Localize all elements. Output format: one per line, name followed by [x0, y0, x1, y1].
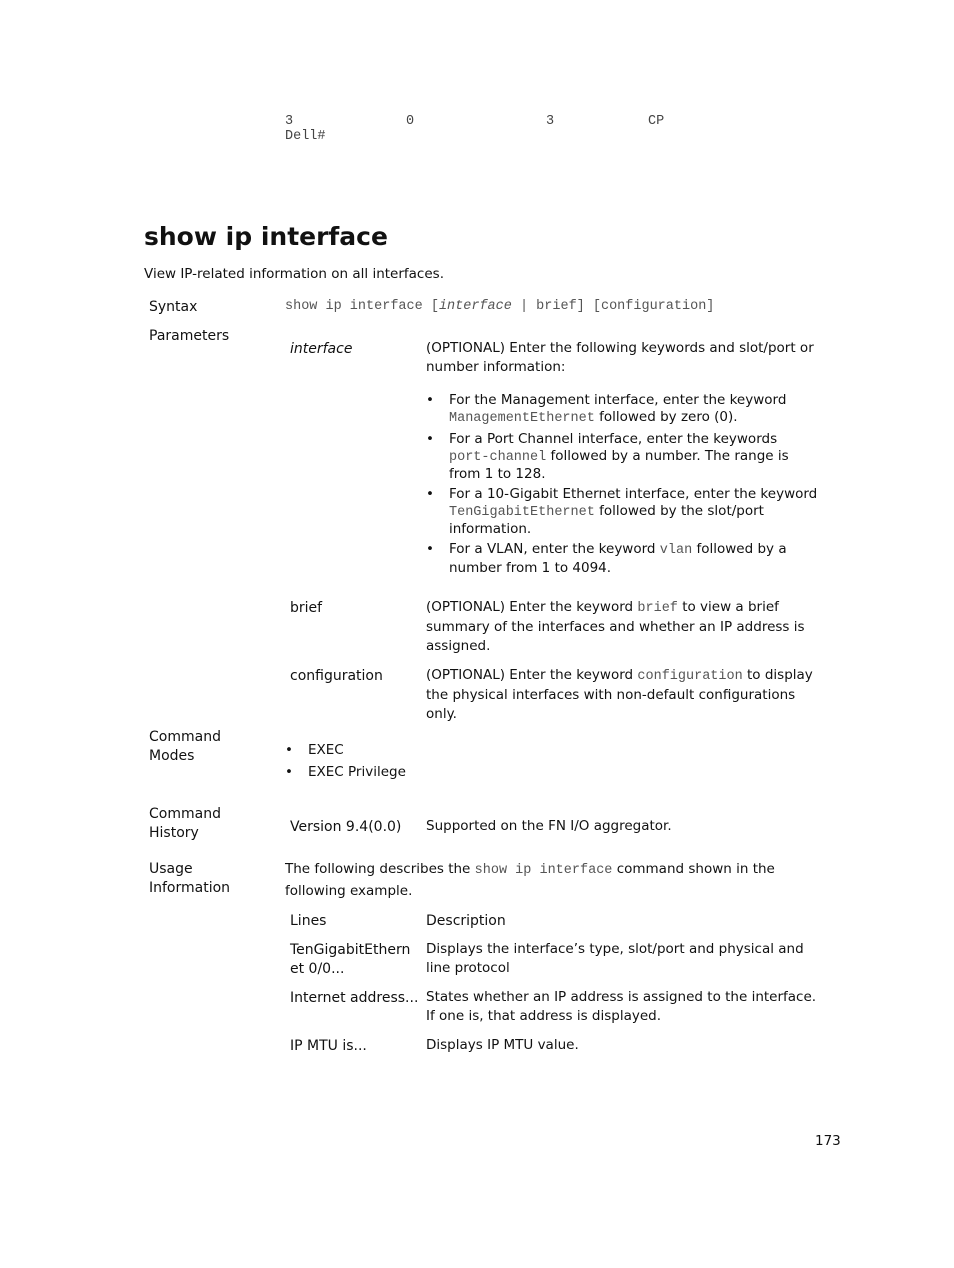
table-row-desc: Displays IP MTU value.: [426, 1037, 579, 1053]
page-number: 173: [815, 1133, 841, 1149]
syntax-pre: show ip interface [: [285, 299, 439, 314]
code-prompt: Dell#: [285, 129, 326, 144]
label-line: Modes: [149, 748, 195, 764]
code-cell: 0: [406, 114, 415, 129]
bullet-post: followed by a number. The range is from 1 to 128.: [449, 447, 789, 482]
bullet-icon: •: [426, 392, 434, 408]
syntax-post: | brief] [configuration]: [511, 299, 715, 314]
bullet-pre: For the Management interface, enter the keyword: [449, 392, 787, 408]
label-line: History: [149, 825, 199, 841]
history-desc: Supported on the FN I/O aggregator.: [426, 818, 672, 834]
row-line-text: et 0/0...: [290, 961, 345, 977]
param-configuration-name: configuration: [290, 668, 383, 684]
table-header-lines: Lines: [290, 913, 327, 929]
parameters-label: Parameters: [149, 328, 230, 344]
bullet-post: followed by zero (0).: [594, 408, 738, 425]
code-cell: 3: [546, 114, 555, 129]
list-item: [426, 541, 821, 576]
bullet-post: followed by the slot/port information.: [449, 502, 764, 537]
list-item: [426, 392, 821, 427]
param-interface-text: interface: [290, 341, 353, 357]
bullet-icon: •: [285, 764, 293, 780]
bullet-code: vlan: [659, 543, 693, 558]
label-line: Usage: [149, 861, 193, 877]
list-item: [426, 486, 821, 538]
label-line: Command: [149, 729, 221, 745]
bullet-pre: For a 10-Gigabit Ethernet interface, enter the keyword: [449, 486, 818, 502]
table-header-description: Description: [426, 913, 506, 929]
brief-post: to view a brief summary of the interfaces and whether an IP address is assigned.: [426, 599, 805, 654]
brief-code: brief: [637, 601, 678, 616]
table-row-line: IP MTU is...: [290, 1038, 367, 1054]
brief-pre: (OPTIONAL) Enter the keyword: [426, 599, 638, 615]
code-cell: CP: [648, 114, 665, 129]
bullet-code: ManagementEthernet: [449, 410, 595, 426]
usage-label: [149, 860, 230, 898]
syntax-command: [285, 299, 714, 314]
usage-post: command shown in the following example.: [285, 861, 775, 899]
bullet-code: port-channel: [449, 449, 547, 465]
history-version: Version 9.4(0.0): [290, 819, 402, 835]
code-cell: 3: [285, 114, 294, 129]
bullet-icon: •: [285, 742, 293, 758]
command-modes-label: [149, 728, 221, 766]
table-row-line: Internet address...: [290, 990, 419, 1006]
configuration-code: configuration: [637, 669, 743, 684]
param-interface-desc: (OPTIONAL) Enter the following keywords and slot/port or number information:: [426, 340, 814, 375]
label-line: Command: [149, 806, 221, 822]
label-line: Information: [149, 880, 231, 896]
param-interface-name: [290, 340, 352, 359]
usage-text: [285, 859, 795, 901]
bullet-pre: For a Port Channel interface, enter the keywords: [449, 431, 778, 447]
table-row-desc: States whether an IP address is assigned to the interface. If one is, that address is displayed.: [426, 989, 817, 1024]
bullet-icon: •: [426, 431, 434, 447]
command-history-label: [149, 805, 221, 843]
configuration-pre: (OPTIONAL) Enter the keyword: [426, 667, 638, 683]
configuration-post: to display the physical interfaces with non-default configurations only.: [426, 667, 813, 722]
syntax-italic: interface: [438, 299, 512, 314]
intro-text: View IP-related information on all interfaces.: [144, 266, 444, 282]
syntax-label: Syntax: [149, 299, 198, 315]
bullet-post: followed by a number from 1 to 4094.: [449, 541, 787, 576]
bullet-code: TenGigabitEthernet: [449, 504, 595, 520]
mode-text: EXEC Privilege: [308, 764, 406, 780]
table-row-desc: Displays the interface’s type, slot/port and physical and line protocol: [426, 941, 804, 976]
list-item: [285, 741, 344, 760]
row-line-text: TenGigabitEthern: [290, 942, 411, 958]
bullet-icon: •: [426, 486, 434, 502]
usage-pre: The following describes the: [285, 861, 475, 877]
param-brief-desc: [426, 598, 826, 656]
list-item: [426, 431, 821, 483]
page-title: show ip interface: [144, 222, 388, 251]
bullet-pre: For a VLAN, enter the keyword: [449, 541, 660, 557]
table-row-line: [290, 941, 410, 979]
list-item: [285, 763, 406, 782]
usage-code: show ip interface: [474, 863, 613, 878]
bullet-icon: •: [426, 541, 434, 557]
param-configuration-desc: [426, 666, 828, 724]
param-brief-name: brief: [290, 600, 323, 616]
mode-text: EXEC: [308, 742, 344, 758]
